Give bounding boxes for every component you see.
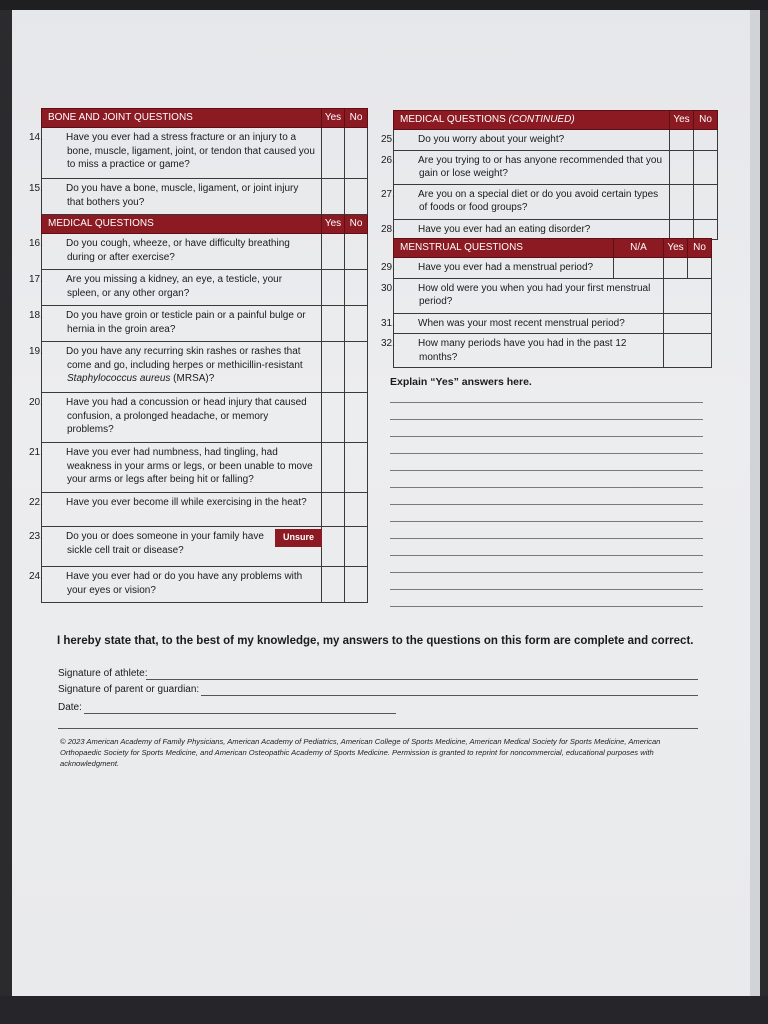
yes-checkbox-19[interactable] <box>322 342 345 393</box>
no-checkbox-21[interactable] <box>345 443 368 493</box>
question-row-26 <box>394 150 718 184</box>
explain-line[interactable] <box>390 555 703 556</box>
question-number: 26. <box>381 154 395 166</box>
no-column-header: No <box>688 239 712 258</box>
yes-column-header: Yes <box>322 109 345 128</box>
no-checkbox-18[interactable] <box>345 306 368 342</box>
question-row-32 <box>394 334 712 368</box>
question-number: 25. <box>381 134 395 145</box>
explain-line[interactable] <box>390 504 703 505</box>
question-number: 32. <box>381 338 395 349</box>
yes-checkbox-23[interactable] <box>322 527 345 567</box>
yes-checkbox-24[interactable] <box>322 567 345 603</box>
question-number: 14. <box>29 132 43 143</box>
no-checkbox-16[interactable] <box>345 234 368 270</box>
explain-line[interactable] <box>390 470 703 471</box>
question-text-end: (MRSA)? <box>170 373 215 384</box>
question-text: Are you trying to or has anyone recommended that you gain or lose weight? <box>418 154 663 179</box>
no-column-header: No <box>694 111 718 130</box>
question-text: Have you ever become ill while exercising in the heat? <box>66 497 307 508</box>
question-number: 17. <box>29 274 43 285</box>
question-text: When was your most recent menstrual period? <box>418 317 625 329</box>
question-text-italic: Staphylococcus aureus <box>67 373 171 384</box>
no-column-header: No <box>345 215 368 234</box>
question-row-29 <box>394 258 712 279</box>
copyright-notice: © 2023 American Academy of Family Physicians, American Academy of Pediatrics, American College of Sports Medicine, American Medical Society for Sports Medicine, American Orthopaedic Society for Sports Medicine, and American Osteopathic Academy of Sports Medicine. Permission is granted to reprint for noncommercial, educational purposes with acknowledgment. <box>60 737 661 768</box>
question-row-22 <box>42 493 368 527</box>
question-row-14 <box>42 128 368 179</box>
question-number: 24. <box>29 571 43 582</box>
bone-joint-title: BONE AND JOINT QUESTIONS <box>42 109 322 128</box>
question-text: Do you cough, wheeze, or have difficulty breathing during or after exercise? <box>66 238 290 263</box>
question-number: 15. <box>29 183 43 194</box>
bone-joint-header <box>42 109 368 128</box>
explain-line[interactable] <box>390 436 703 437</box>
question-row-21 <box>42 443 368 493</box>
question-number: 29. <box>381 262 395 273</box>
no-checkbox-26[interactable] <box>694 150 718 184</box>
question-number: 19. <box>29 346 43 357</box>
na-checkbox-29[interactable] <box>614 258 664 279</box>
no-checkbox-28[interactable] <box>694 219 718 240</box>
question-number: 21. <box>29 447 43 458</box>
question-text: How old were you when you had your first menstrual period? <box>418 282 651 307</box>
question-number: 20. <box>29 397 43 408</box>
question-text: Are you on a special diet or do you avoid certain types of foods or food groups? <box>418 188 659 213</box>
yes-checkbox-27[interactable] <box>670 184 694 219</box>
explain-line[interactable] <box>390 589 703 590</box>
yes-checkbox-28[interactable] <box>670 219 694 240</box>
medical-continued-title: MEDICAL QUESTIONS <box>400 114 509 125</box>
question-number: 30. <box>381 282 395 294</box>
no-checkbox-19[interactable] <box>345 342 368 393</box>
question-text: Have you ever had numbness, had tingling, had weakness in your arms or legs, or been unable to move your arms or legs after being hit or falling? <box>66 447 313 485</box>
question-text: Do you have a bone, muscle, ligament, or joint injury that bothers you? <box>66 183 299 208</box>
explain-yes-label: Explain “Yes” answers here. <box>390 376 532 388</box>
attestation-statement: I hereby state that, to the best of my knowledge, my answers to the questions on this form are complete and correct. <box>57 635 694 647</box>
question-number: 22. <box>29 497 43 508</box>
athlete-signature-label: Signature of athlete: <box>58 668 148 679</box>
continued-label: (CONTINUED) <box>508 114 575 125</box>
explain-line[interactable] <box>390 521 703 522</box>
explain-line[interactable] <box>390 453 703 454</box>
yes-checkbox-21[interactable] <box>322 443 345 493</box>
parent-signature-line[interactable] <box>201 695 698 696</box>
question-number: 16. <box>29 238 43 249</box>
monitor-bezel-bottom <box>0 996 768 1024</box>
no-column-header: No <box>345 109 368 128</box>
question-text: Have you ever had a stress fracture or an injury to a bone, muscle, ligament, joint, or tendon that caused you to miss a practice or game? <box>66 132 315 170</box>
question-row-20 <box>42 393 368 443</box>
question-row-23 <box>42 527 368 567</box>
question-row-28 <box>394 219 718 240</box>
question-text: Do you or does someone in your family have sickle cell trait or disease? <box>66 531 264 556</box>
no-checkbox-22[interactable] <box>345 493 368 527</box>
menstrual-title: MENSTRUAL QUESTIONS <box>394 239 614 258</box>
question-text: Have you had a concussion or head injury that caused confusion, a prolonged headache, or memory problems? <box>66 397 307 435</box>
yes-checkbox-25[interactable] <box>670 130 694 151</box>
yes-checkbox-16[interactable] <box>322 234 345 270</box>
question-row-24 <box>42 567 368 603</box>
yes-checkbox-26[interactable] <box>670 150 694 184</box>
athlete-signature-line[interactable] <box>146 679 698 680</box>
question-number: 27. <box>381 188 395 200</box>
no-checkbox-15[interactable] <box>345 179 368 215</box>
question-text: Do you have groin or testicle pain or a painful bulge or hernia in the groin area? <box>66 310 306 335</box>
question-text: Have you ever had or do you have any problems with your eyes or vision? <box>66 571 303 596</box>
explain-line[interactable] <box>390 402 703 403</box>
date-label: Date: <box>58 702 82 713</box>
footer-divider <box>58 728 698 729</box>
question-row-19 <box>42 342 368 393</box>
answer-field-31[interactable] <box>664 313 712 334</box>
yes-checkbox-14[interactable] <box>322 128 345 179</box>
question-row-15 <box>42 179 368 215</box>
question-row-30 <box>394 278 712 313</box>
question-text: Have you ever had an eating disorder? <box>418 223 591 235</box>
no-checkbox-14[interactable] <box>345 128 368 179</box>
explain-line[interactable] <box>390 487 703 488</box>
yes-checkbox-15[interactable] <box>322 179 345 215</box>
no-checkbox-24[interactable] <box>345 567 368 603</box>
answer-field-32[interactable] <box>664 334 712 368</box>
unsure-label: Unsure <box>275 529 322 547</box>
left-questions-table <box>29 108 368 603</box>
medical-continued-table <box>381 110 718 240</box>
answer-field-30[interactable] <box>664 278 712 313</box>
no-checkbox-25[interactable] <box>694 130 718 151</box>
yes-column-header: Yes <box>322 215 345 234</box>
question-text: Have you ever had a menstrual period? <box>418 262 594 273</box>
date-line[interactable] <box>84 713 396 714</box>
yes-checkbox-17[interactable] <box>322 270 345 306</box>
medical-title: MEDICAL QUESTIONS <box>42 215 322 234</box>
no-checkbox-20[interactable] <box>345 393 368 443</box>
yes-column-header: Yes <box>664 239 688 258</box>
no-checkbox-23[interactable] <box>345 527 368 567</box>
yes-checkbox-22[interactable] <box>322 493 345 527</box>
na-column-header: N/A <box>614 239 664 258</box>
question-row-17 <box>42 270 368 306</box>
question-row-31 <box>394 313 712 334</box>
yes-column-header: Yes <box>670 111 694 130</box>
question-number: 18. <box>29 310 43 321</box>
question-row-18 <box>42 306 368 342</box>
paper-edge <box>750 10 760 996</box>
explain-line[interactable] <box>390 419 703 420</box>
parent-signature-label: Signature of parent or guardian: <box>58 684 200 695</box>
yes-checkbox-29[interactable] <box>664 258 688 279</box>
explain-line[interactable] <box>390 538 703 539</box>
yes-checkbox-18[interactable] <box>322 306 345 342</box>
medical-continued-header <box>394 111 718 130</box>
question-text: Do you have any recurring skin rashes or rashes that come and go, including herpes or methicillin-resistant <box>66 346 303 371</box>
question-number: 31. <box>381 317 395 329</box>
question-number: 28. <box>381 223 395 235</box>
no-checkbox-27[interactable] <box>694 184 718 219</box>
question-number: 23. <box>29 531 43 542</box>
monitor-bezel-top <box>0 0 768 10</box>
explain-line[interactable] <box>390 606 703 607</box>
menstrual-table <box>381 238 712 368</box>
menstrual-header <box>394 239 712 258</box>
question-text: Do you worry about your weight? <box>418 134 565 145</box>
question-text: Are you missing a kidney, an eye, a testicle, your spleen, or any other organ? <box>66 274 283 299</box>
question-text: How many periods have you had in the past 12 months? <box>418 338 627 363</box>
no-checkbox-17[interactable] <box>345 270 368 306</box>
explain-line[interactable] <box>390 572 703 573</box>
question-row-27 <box>394 184 718 219</box>
medical-header <box>42 215 368 234</box>
no-checkbox-29[interactable] <box>688 258 712 279</box>
question-row-16 <box>42 234 368 270</box>
question-row-25 <box>394 130 718 151</box>
yes-checkbox-20[interactable] <box>322 393 345 443</box>
